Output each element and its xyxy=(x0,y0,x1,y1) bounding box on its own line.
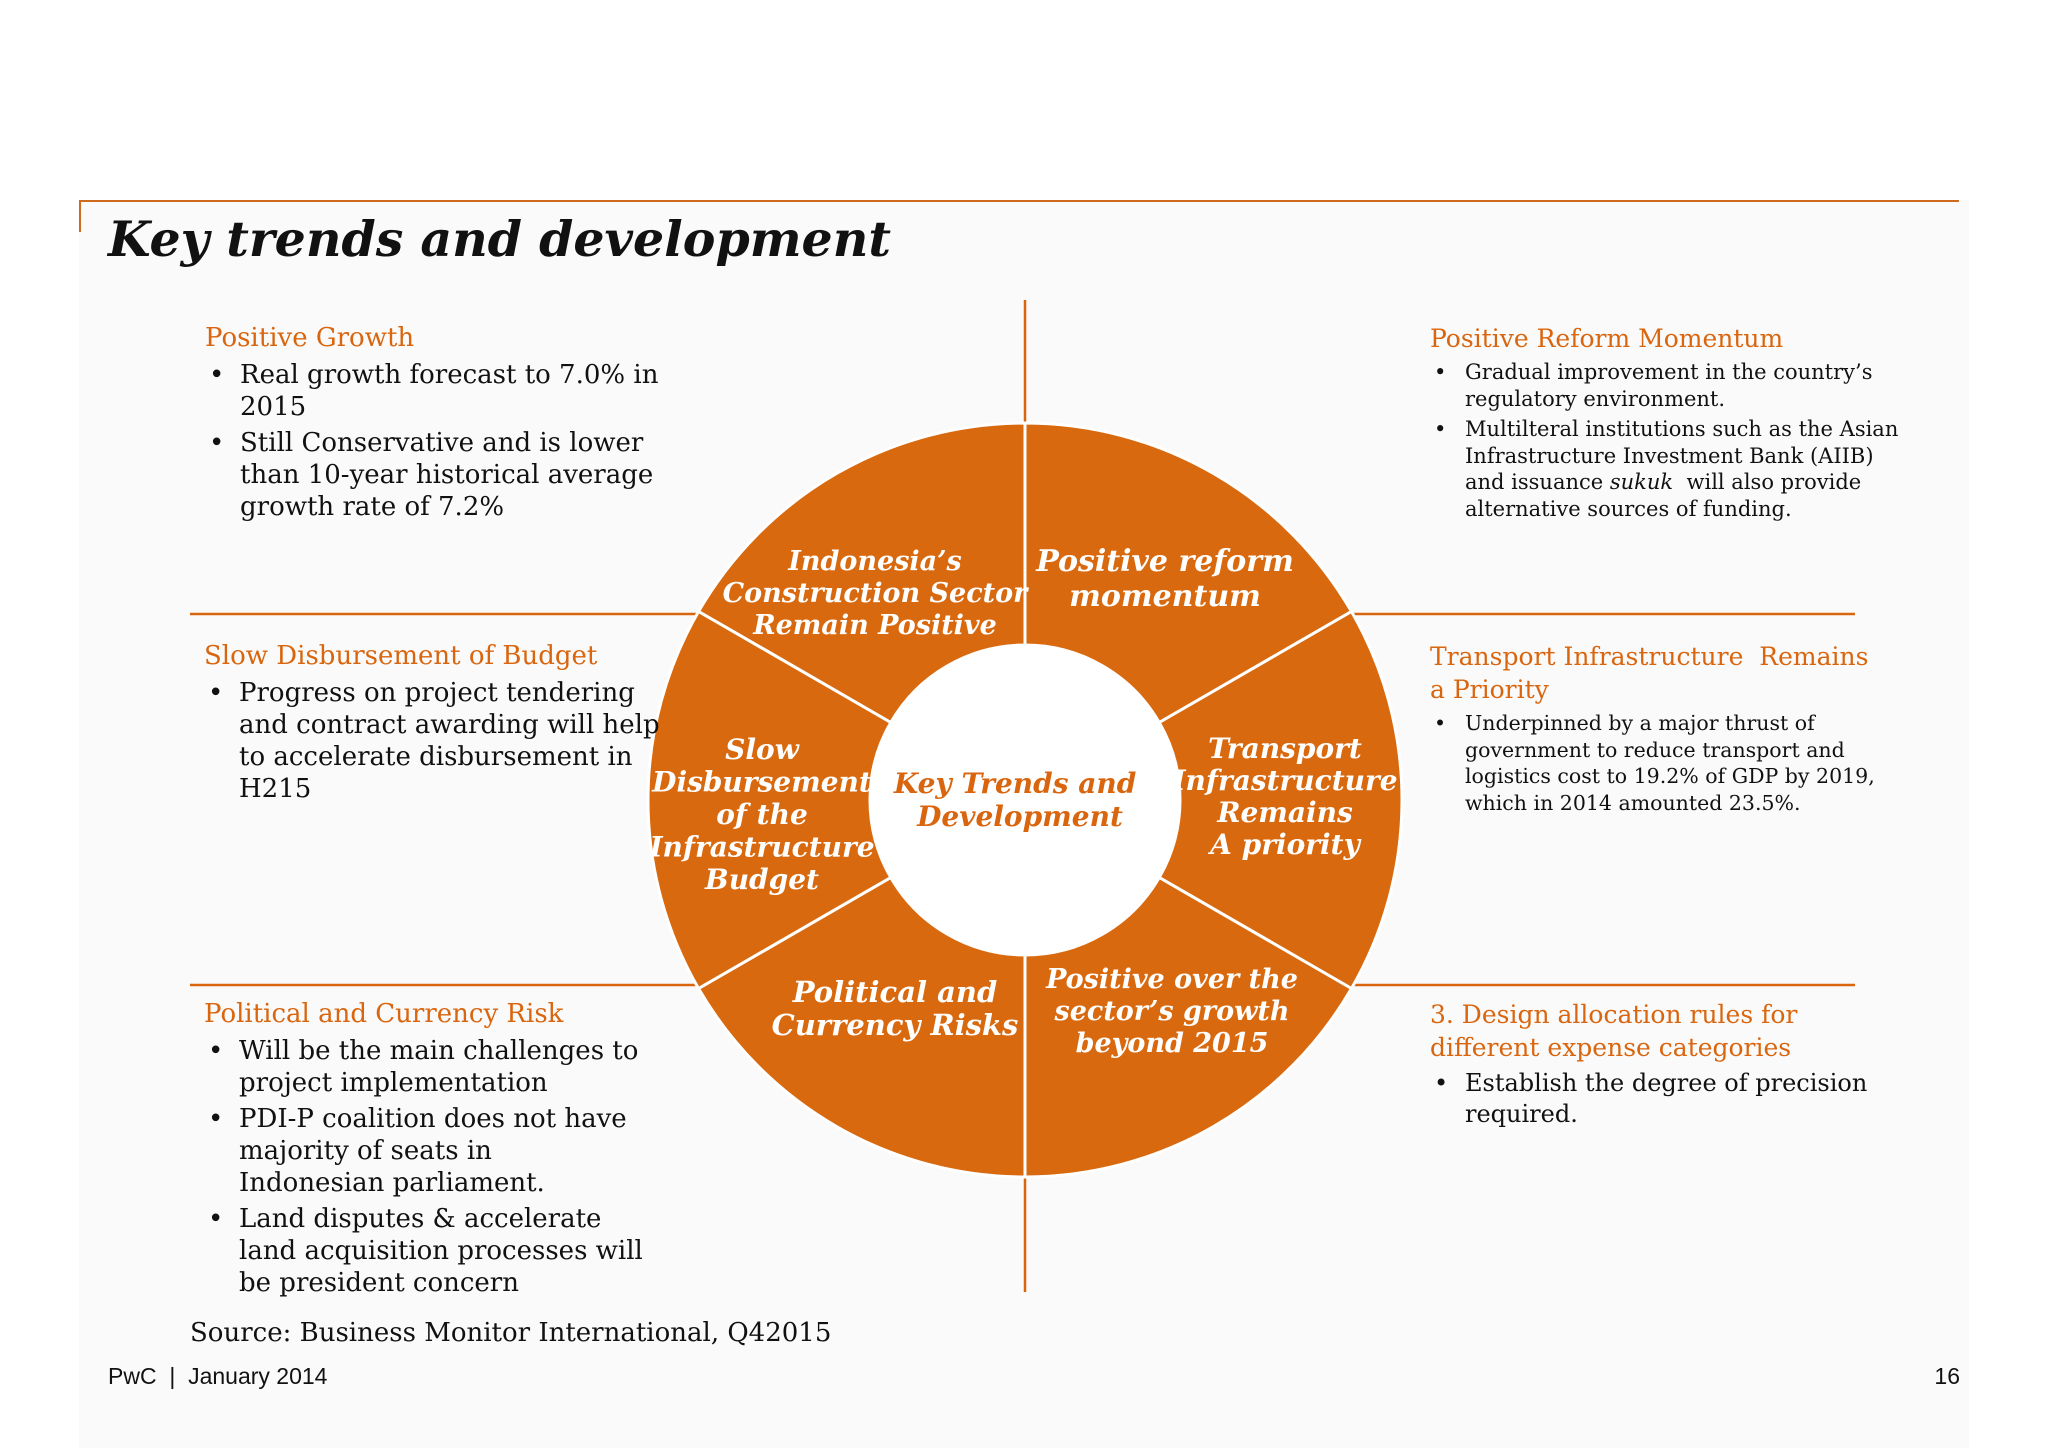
wheel-segment-label-line: Slow xyxy=(725,733,799,766)
page-number: 16 xyxy=(1934,1363,1960,1389)
bullet-item: • Progress on project tendering and contract awarding will help to accelerate disbursement in H215 xyxy=(204,677,664,805)
wheel-segment-label-line: beyond 2015 xyxy=(1075,1028,1269,1059)
wheel-segment-label-line: Remains xyxy=(1217,796,1353,829)
bullet-text-italic: sukuk xyxy=(1609,470,1674,494)
wheel-segment-label-reform xyxy=(1035,544,1294,614)
wheel-center-label xyxy=(893,767,1146,833)
bullet-item: • Still Conservative and is lower than 10-year historical average growth rate of 7.2% xyxy=(205,427,660,523)
bullet-item: • Underpinned by a major thrust of government to reduce transport and logistics cost to 19.2% of GDP by 2019, which in 2014 amounted 23.5%. xyxy=(1430,710,1880,816)
bullet-list xyxy=(1430,1068,1890,1130)
bullet-item: • Land disputes & accelerate land acquisition processes will be president concern xyxy=(204,1203,644,1299)
section-design-allocation xyxy=(1430,998,1890,1134)
wheel-segment-label-line: Positive over the xyxy=(1046,964,1298,995)
bullet-item: • Gradual improvement in the country’s regulatory environment. xyxy=(1430,359,1900,412)
wheel-segment-label-line: momentum xyxy=(1069,579,1261,614)
section-political-risk xyxy=(204,998,644,1303)
wheel-segment-label-line: Remain Positive xyxy=(753,610,997,641)
section-title: Slow Disbursement of Budget xyxy=(204,641,598,671)
wheel-segment-label-line: Transport xyxy=(1208,732,1362,765)
bullet-list xyxy=(204,677,664,805)
wheel-segment-label-line: of the xyxy=(716,798,808,831)
wheel-segment-label-line: sector’s growth xyxy=(1054,996,1290,1027)
section-positive-reform-momentum xyxy=(1430,322,1900,526)
bullet-item: • Real growth forecast to 7.0% in 2015 xyxy=(205,359,660,423)
wheel-center-label-line: Key Trends and xyxy=(893,767,1137,800)
bullet-list xyxy=(1430,710,1880,816)
wheel-segment-label-growth-beyond xyxy=(1045,964,1298,1059)
section-transport-infrastructure xyxy=(1430,640,1880,820)
bullet-text: Multilteral institutions such as the Asian Infrastructure Investment Bank (AIIB) and issuance xyxy=(1465,417,1899,494)
bullet-item: • Will be the main challenges to project implementation xyxy=(204,1035,644,1099)
wheel-segment-label-line: Budget xyxy=(705,863,819,896)
page-title: Key trends and development xyxy=(108,210,891,268)
bullet-item: • Establish the degree of precision required. xyxy=(1430,1068,1890,1130)
wheel-segment-label-line: Infrastructure xyxy=(1172,764,1398,797)
section-title: 3. Design allocation rules for different expense categories xyxy=(1430,1000,1798,1062)
wheel-segment-label-political xyxy=(772,975,1019,1042)
section-positive-growth xyxy=(205,322,660,527)
bullet-item xyxy=(1430,416,1900,522)
wheel-segment-label-line: Political and xyxy=(792,975,998,1009)
section-title: Political and Currency Risk xyxy=(204,999,564,1029)
wheel-segment-label-line: Construction Sector xyxy=(722,578,1028,609)
wheel-segment-label-line: Indonesia’s xyxy=(788,546,962,577)
footer-label: PwC | January 2014 xyxy=(108,1363,328,1389)
section-title: Positive Reform Momentum xyxy=(1430,324,1784,353)
section-slow-disbursement xyxy=(204,640,664,809)
bullet-list xyxy=(1430,359,1900,522)
bullet-list xyxy=(205,359,660,523)
bullet-text: will also provide alternative sources of funding. xyxy=(1465,470,1868,521)
wheel-segment-label-line: A priority xyxy=(1210,828,1360,861)
section-title: Positive Growth xyxy=(205,323,415,353)
section-title: Transport Infrastructure Remains a Priority xyxy=(1430,642,1877,704)
bullet-item: • PDI-P coalition does not have majority of seats in Indonesian parliament. xyxy=(204,1103,644,1199)
source-note: Source: Business Monitor International, Q42015 xyxy=(190,1318,832,1348)
wheel-segment-label-line: Disbursement xyxy=(652,765,872,799)
wheel-center-label-line: Development xyxy=(917,800,1123,833)
wheel-segment-label-line: Infrastructure xyxy=(649,830,875,864)
bullet-list xyxy=(204,1035,644,1299)
wheel-segment-label-line: Currency Risks xyxy=(771,1008,1019,1042)
wheel-segment-label-line: Positive reform xyxy=(1036,544,1294,579)
